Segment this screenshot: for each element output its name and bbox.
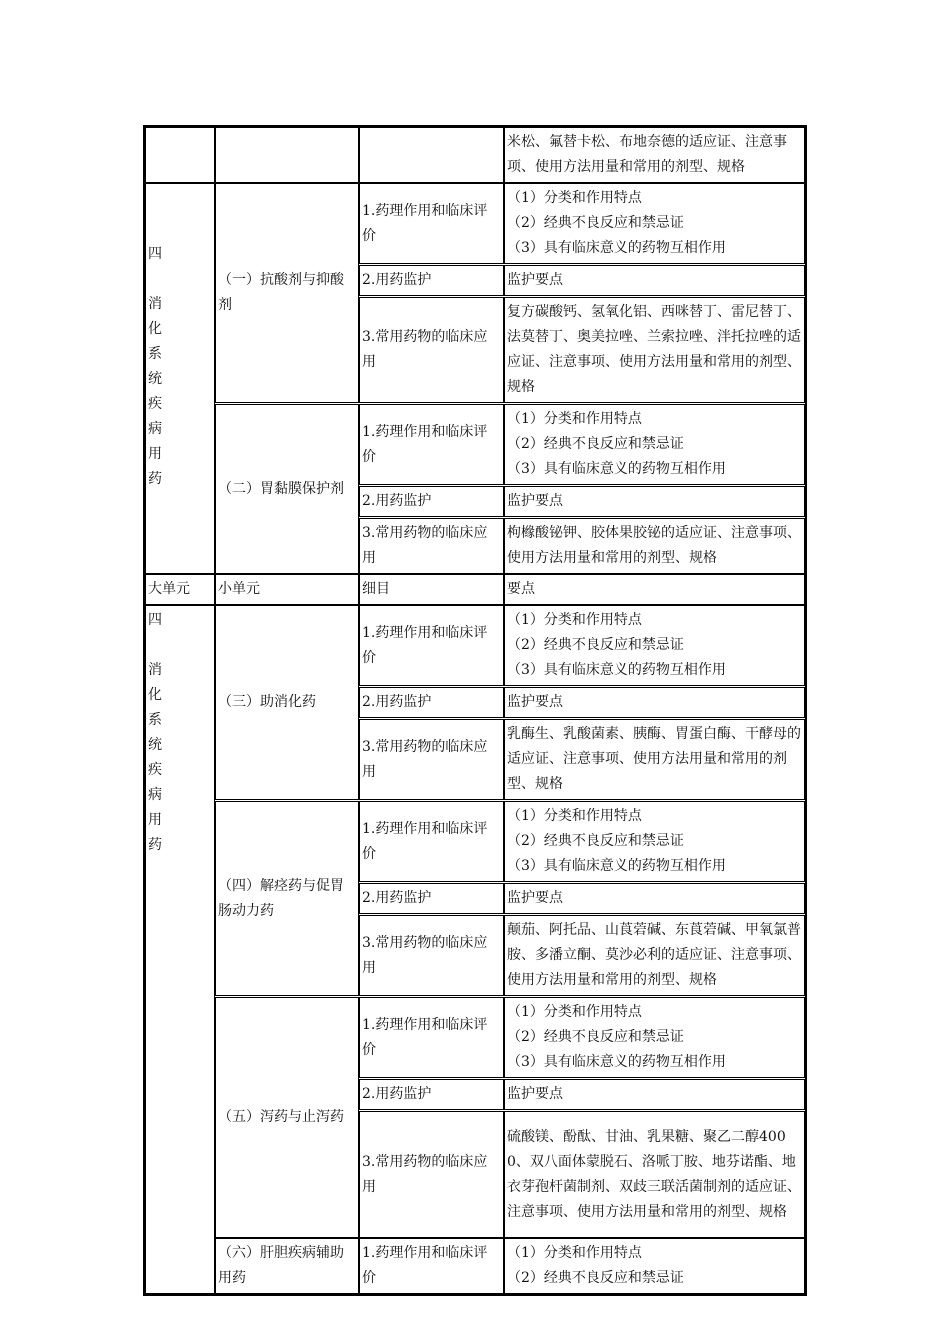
sub-unit-cell: （二）胃黏膜保护剂 (215, 404, 359, 574)
sub-unit-cell: （三）助消化药 (215, 605, 359, 800)
point-line: （2）经典不良反应和禁忌证 (507, 1029, 684, 1045)
point-line: （3）具有临床意义的药物互相作用 (507, 1054, 726, 1070)
points-cell: 乳酶生、乳酸菌素、胰酶、胃蛋白酶、干酵母的适应证、注意事项、使用方法用量和常用的剂型、规格 (504, 719, 805, 800)
point-line: （2）经典不良反应和禁忌证 (507, 215, 684, 231)
point-line: （2）经典不良反应和禁忌证 (507, 637, 684, 653)
points-cell: 硫酸镁、酚酞、甘油、乳果糖、聚乙二醇4000、双八面体蒙脱石、洛哌丁胺、地芬诺酯、地衣芽孢杆菌制剂、双歧三联活菌制剂的适应证、注意事项、使用方法用量和常用的剂型、规格 (504, 1111, 805, 1238)
detail-cell: 2.用药监护 (359, 687, 504, 718)
detail-cell: 2.用药监护 (359, 1079, 504, 1110)
points-cell: 复方碳酸钙、氢氧化铝、西咪替丁、雷尼替丁、法莫替丁、奥美拉唑、兰索拉唑、泮托拉唑的适应证、注意事项、使用方法用量和常用的剂型、规格 (504, 297, 805, 403)
table-row (145, 183, 805, 264)
detail-cell: 2.用药监护 (359, 486, 504, 517)
points-cell: 米松、氟替卡松、布地奈德的适应证、注意事项、使用方法用量和常用的剂型、规格 (504, 127, 805, 183)
point-line: （1）分类和作用特点 (507, 411, 642, 427)
empty-cell (359, 127, 504, 183)
point-line: （3）具有临床意义的药物互相作用 (507, 858, 726, 874)
sub-unit-cell: （四）解痉药与促胃肠动力药 (215, 801, 359, 996)
table-row (145, 605, 805, 686)
detail-cell: 1.药理作用和临床评价 (359, 1238, 504, 1294)
point-line: （1）分类和作用特点 (507, 612, 642, 628)
point-line: （1）分类和作用特点 (507, 1245, 642, 1261)
points-cell: 监护要点 (504, 883, 805, 914)
point-line: （2）经典不良反应和禁忌证 (507, 436, 684, 452)
major-unit-char: 药 (148, 471, 162, 487)
points-cell (504, 605, 805, 686)
points-cell (504, 183, 805, 264)
sub-unit-cell: （五）泻药与止泻药 (215, 997, 359, 1238)
detail-cell: 1.药理作用和临床评价 (359, 605, 504, 686)
major-unit-char: 用 (148, 446, 162, 462)
points-cell: 监护要点 (504, 265, 805, 296)
detail-cell: 3.常用药物的临床应用 (359, 1111, 504, 1238)
major-unit-char: 疾 (148, 762, 162, 778)
points-cell: 监护要点 (504, 486, 805, 517)
header-cell-major: 大单元 (145, 574, 215, 605)
point-line: （1）分类和作用特点 (507, 1004, 642, 1020)
header-cell-points: 要点 (504, 574, 805, 605)
detail-cell: 2.用药监护 (359, 883, 504, 914)
detail-cell: 3.常用药物的临床应用 (359, 518, 504, 574)
major-unit-char: 消 (148, 662, 162, 678)
points-cell: 监护要点 (504, 1079, 805, 1110)
major-unit-char: 系 (148, 712, 162, 728)
major-unit-char: 系 (148, 346, 162, 362)
major-unit-char: 四 (148, 612, 162, 628)
detail-cell: 1.药理作用和临床评价 (359, 997, 504, 1078)
table-row (145, 997, 805, 1078)
syllabus-table (143, 125, 807, 1296)
sub-unit-cell: （六）肝胆疾病辅助用药 (215, 1238, 359, 1294)
major-unit-cell (145, 605, 215, 1294)
detail-cell: 1.药理作用和临床评价 (359, 801, 504, 882)
major-unit-char: 化 (148, 687, 162, 703)
detail-cell: 1.药理作用和临床评价 (359, 183, 504, 264)
major-unit-char: 疾 (148, 396, 162, 412)
major-unit-char: 病 (148, 787, 162, 803)
table-row (145, 1238, 805, 1294)
points-cell (504, 404, 805, 485)
major-unit-char: 统 (148, 737, 162, 753)
empty-cell (215, 127, 359, 183)
major-unit-char: 统 (148, 371, 162, 387)
header-cell-minor: 小单元 (215, 574, 359, 605)
major-unit-char: 药 (148, 837, 162, 853)
point-line: （2）经典不良反应和禁忌证 (507, 1270, 684, 1286)
detail-cell: 3.常用药物的临床应用 (359, 719, 504, 800)
points-cell (504, 1238, 805, 1294)
points-cell: 枸橼酸铋钾、胶体果胶铋的适应证、注意事项、使用方法用量和常用的剂型、规格 (504, 518, 805, 574)
sub-unit-cell: （一）抗酸剂与抑酸剂 (215, 183, 359, 403)
points-cell (504, 801, 805, 882)
point-line: （1）分类和作用特点 (507, 808, 642, 824)
major-unit-char: 消 (148, 296, 162, 312)
table-row (145, 404, 805, 485)
major-unit-char: 化 (148, 321, 162, 337)
table-row (145, 801, 805, 882)
point-line: （3）具有临床意义的药物互相作用 (507, 461, 726, 477)
major-unit-cell (145, 183, 215, 574)
points-cell: 颠茄、阿托品、山莨菪碱、东莨菪碱、甲氧氯普胺、多潘立酮、莫沙必利的适应证、注意事项、使用方法用量和常用的剂型、规格 (504, 915, 805, 996)
detail-cell: 3.常用药物的临床应用 (359, 915, 504, 996)
points-cell (504, 997, 805, 1078)
detail-cell: 2.用药监护 (359, 265, 504, 296)
major-unit-char: 四 (148, 246, 162, 262)
point-line: （2）经典不良反应和禁忌证 (507, 833, 684, 849)
table-row (145, 127, 805, 183)
points-cell: 监护要点 (504, 687, 805, 718)
point-line: （3）具有临床意义的药物互相作用 (507, 240, 726, 256)
header-cell-detail: 细目 (359, 574, 504, 605)
point-line: （1）分类和作用特点 (507, 190, 642, 206)
detail-cell: 1.药理作用和临床评价 (359, 404, 504, 485)
major-unit-char: 病 (148, 421, 162, 437)
empty-cell (145, 127, 215, 183)
header-row (145, 574, 805, 605)
point-line: （3）具有临床意义的药物互相作用 (507, 662, 726, 678)
detail-cell: 3.常用药物的临床应用 (359, 297, 504, 403)
major-unit-char: 用 (148, 812, 162, 828)
